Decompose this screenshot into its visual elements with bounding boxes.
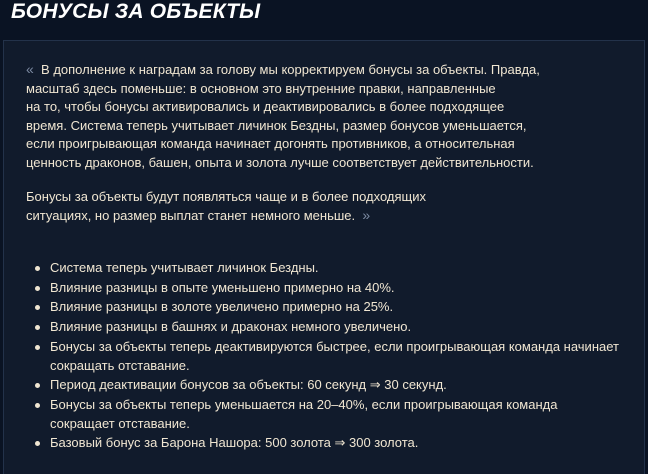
- quote-block: [26, 60, 626, 226]
- quote-line: если проигрывающая команда начинает догонять противников, а относительная: [26, 136, 515, 152]
- list-item: [50, 298, 636, 317]
- list-item-text: Влияние разницы в золоте увеличено примерно на 25%.: [50, 299, 394, 315]
- list-item-text: Влияние разницы в опыте уменьшено примерно на 40%.: [50, 279, 395, 295]
- list-item-text: Бонусы за объекты теперь деактивируются быстрее, если проигрывающая команда начинает: [50, 338, 619, 354]
- list-item-text: Система теперь учитывает личинок Бездны.: [50, 260, 319, 275]
- quote-text: ситуациях, но размер выплат станет немного меньше.: [26, 208, 356, 224]
- list-item: [50, 434, 636, 453]
- list-item: [50, 396, 636, 433]
- quote-line: на то, чтобы бонусы активировались и деактивировались в более подходящее: [26, 99, 505, 115]
- content-card: [3, 40, 645, 474]
- list-item: [50, 259, 636, 278]
- list-item-text: Влияние разницы в башнях и драконах немного увеличено.: [50, 319, 412, 335]
- changes-list: [26, 259, 636, 454]
- close-quote-icon: »: [362, 207, 371, 224]
- quote-line: ценность драконов, башен, опыта и золота лучше соответствует действительности.: [26, 154, 534, 170]
- list-item: [50, 376, 636, 395]
- list-item: [50, 279, 636, 298]
- quote-text: В дополнение к наградам за голову мы корректируем бонусы за объекты. Правда,: [41, 62, 540, 77]
- list-item: [50, 318, 636, 337]
- section-title: БОНУСЫ ЗА ОБЪЕКТЫ: [11, 0, 261, 23]
- quote-line: [26, 206, 626, 226]
- list-item-text: сокращает отставание.: [50, 415, 190, 431]
- list-item: [50, 338, 636, 375]
- list-item-text: сокращать отставание.: [50, 357, 190, 373]
- quote-line: [26, 60, 626, 80]
- open-quote-icon: «: [26, 61, 34, 77]
- list-item-text: Базовый бонус за Барона Нашора: 500 золота ⇒ 300 золота.: [50, 435, 419, 451]
- list-item-text: Бонусы за объекты теперь уменьшается на 20–40%, если проигрывающая команда: [50, 396, 558, 412]
- quote-line: Бонусы за объекты будут появляться чаще и в более подходящих: [26, 188, 426, 204]
- quote-line: время. Система теперь учитывает личинок Бездны, размер бонусов уменьшается,: [26, 117, 527, 133]
- quote-line: масштаб здесь поменьше: в основном это внутренние правки, направленные: [26, 80, 496, 96]
- list-item-text: Период деактивации бонусов за объекты: 60 секунд ⇒ 30 секунд.: [50, 377, 447, 393]
